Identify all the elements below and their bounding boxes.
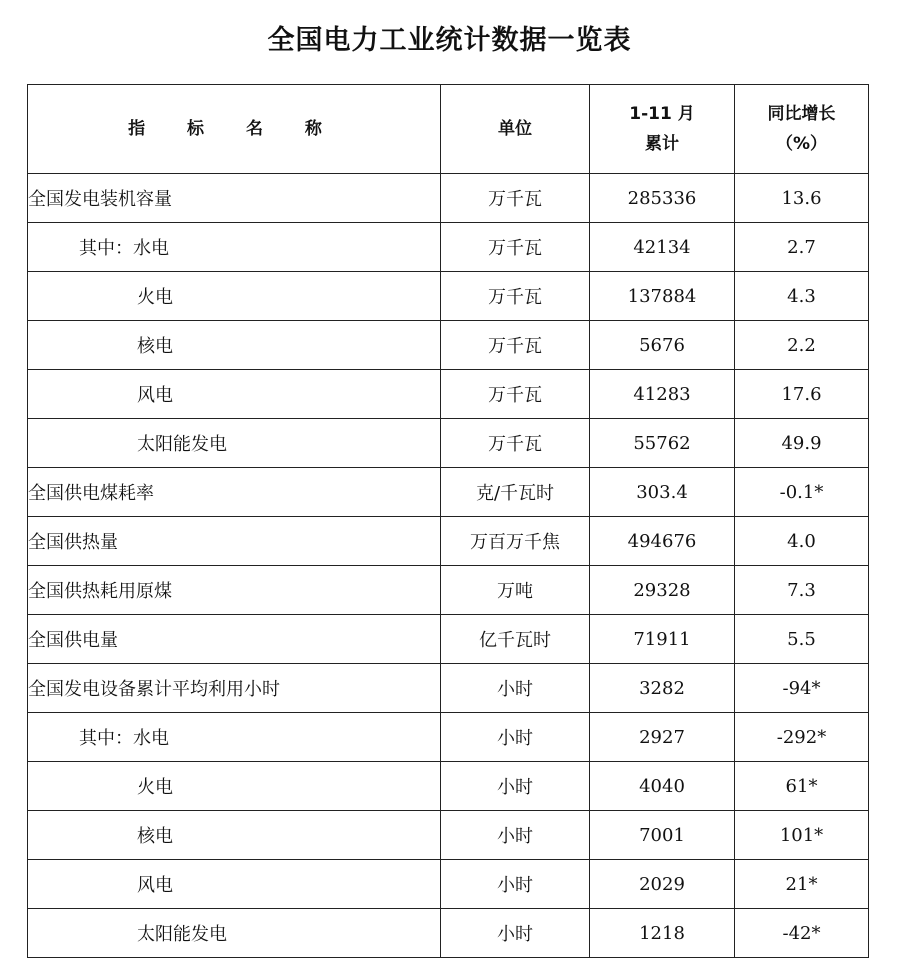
table-row [28,615,869,664]
row-name: 风电 [28,860,441,909]
table-row [28,370,869,419]
row-yoy: 17.6 [735,370,869,419]
row-unit: 万千瓦 [441,174,590,223]
row-name: 火电 [28,272,441,321]
page-title: 全国电力工业统计数据一览表 [267,25,632,56]
table-row [28,419,869,468]
table-row [28,321,869,370]
row-cumulative: 41283 [590,370,735,419]
row-yoy: 21* [735,860,869,909]
table-row [28,566,869,615]
row-unit: 万千瓦 [441,370,590,419]
row-name: 太阳能发电 [28,419,441,468]
header-yoy [735,85,869,174]
table-header-row [28,85,869,174]
row-unit: 万千瓦 [441,223,590,272]
row-yoy: -42* [735,909,869,958]
row-cumulative: 494676 [590,517,735,566]
table-row [28,174,869,223]
statistics-table [27,84,869,958]
row-name: 核电 [28,811,441,860]
row-unit: 小时 [441,713,590,762]
row-yoy: 2.2 [735,321,869,370]
row-name: 火电 [28,762,441,811]
row-cumulative: 2029 [590,860,735,909]
row-unit: 小时 [441,762,590,811]
row-cumulative: 137884 [590,272,735,321]
row-yoy: 61* [735,762,869,811]
header-unit: 单位 [441,85,590,174]
row-unit: 万吨 [441,566,590,615]
table-row [28,517,869,566]
table-row [28,223,869,272]
row-cumulative: 29328 [590,566,735,615]
row-name: 全国供热量 [28,517,441,566]
row-yoy: 101* [735,811,869,860]
row-unit: 小时 [441,909,590,958]
row-yoy: 4.3 [735,272,869,321]
row-name: 全国发电设备累计平均利用小时 [28,664,441,713]
header-yoy-label: 同比增长 [767,104,836,124]
row-cumulative: 2927 [590,713,735,762]
row-cumulative: 71911 [590,615,735,664]
row-name: 全国供电量 [28,615,441,664]
row-name: 全国发电装机容量 [28,174,441,223]
table-row [28,909,869,958]
table-row [28,664,869,713]
table-row [28,811,869,860]
row-name: 其中：水电 [28,223,441,272]
row-yoy: 13.6 [735,174,869,223]
row-unit: 小时 [441,860,590,909]
row-unit: 小时 [441,811,590,860]
row-yoy: 7.3 [735,566,869,615]
table-row [28,713,869,762]
row-cumulative: 4040 [590,762,735,811]
row-cumulative: 5676 [590,321,735,370]
row-cumulative: 42134 [590,223,735,272]
row-name: 其中：水电 [28,713,441,762]
table-row [28,272,869,321]
row-yoy: -94* [735,664,869,713]
row-cumulative: 3282 [590,664,735,713]
table-row [28,468,869,517]
header-cumulative [590,85,735,174]
row-cumulative: 55762 [590,419,735,468]
row-yoy: 2.7 [735,223,869,272]
row-unit: 万千瓦 [441,419,590,468]
table-row [28,860,869,909]
row-name: 全国供电煤耗率 [28,468,441,517]
row-yoy: -292* [735,713,869,762]
row-name: 太阳能发电 [28,909,441,958]
table-row [28,762,869,811]
row-unit: 小时 [441,664,590,713]
row-name: 风电 [28,370,441,419]
row-yoy: 49.9 [735,419,869,468]
row-cumulative: 285336 [590,174,735,223]
row-cumulative: 1218 [590,909,735,958]
row-unit: 万千瓦 [441,321,590,370]
row-yoy: 4.0 [735,517,869,566]
header-yoy-unit: （%） [775,134,828,154]
row-yoy: 5.5 [735,615,869,664]
header-cumulative-label: 累计 [645,134,679,154]
header-indicator-name: 指 标 名 称 [28,85,441,174]
row-unit: 万千瓦 [441,272,590,321]
header-cumulative-period: 1-11 月 [629,104,695,124]
row-cumulative: 303.4 [590,468,735,517]
row-name: 核电 [28,321,441,370]
row-cumulative: 7001 [590,811,735,860]
row-unit: 克/千瓦时 [441,468,590,517]
row-name: 全国供热耗用原煤 [28,566,441,615]
row-unit: 亿千瓦时 [441,615,590,664]
row-yoy: -0.1* [735,468,869,517]
row-unit: 万百万千焦 [441,517,590,566]
